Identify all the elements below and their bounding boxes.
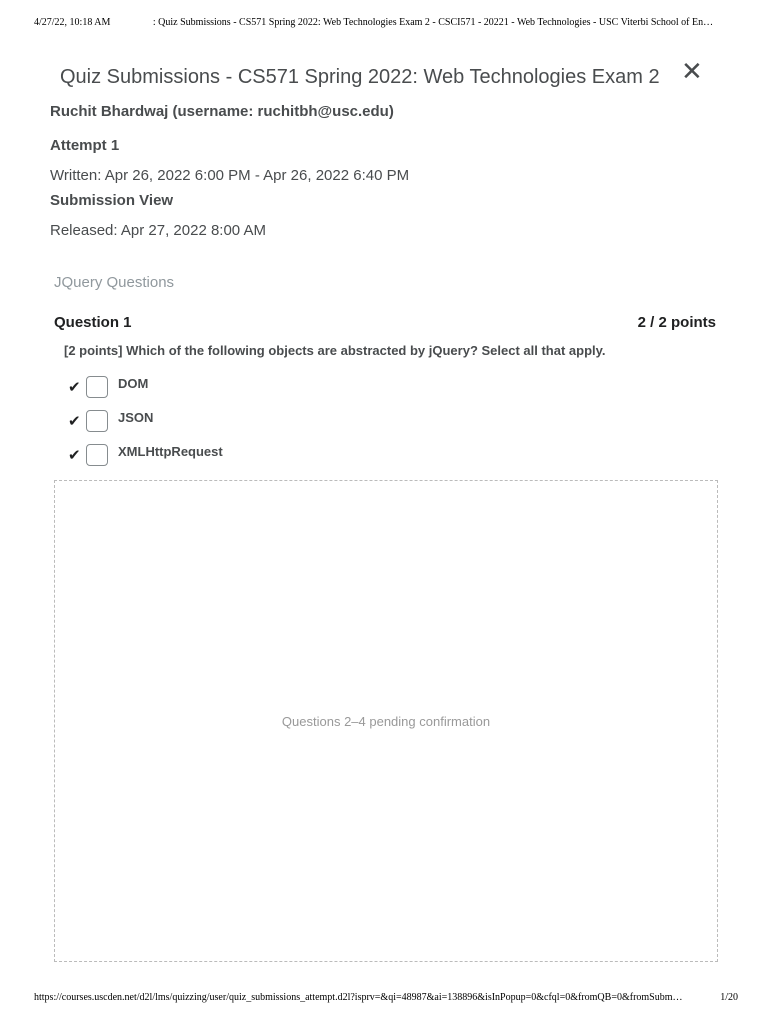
student-name: Ruchit Bhardwaj (username: ruchitbh@usc.edu) bbox=[50, 103, 394, 120]
option-row bbox=[68, 375, 148, 399]
written-dates: Written: Apr 26, 2022 6:00 PM - Apr 26, 2022 6:40 PM bbox=[50, 167, 410, 184]
print-timestamp: 4/27/22, 10:18 AM bbox=[34, 17, 111, 28]
question-score: 2 / 2 points bbox=[637, 314, 716, 331]
print-page-title: : Quiz Submissions - CS571 Spring 2022: Web Technologies Exam 2 - CSCI571 - 20221 - Web Technologies - USC Viterbi School of En… bbox=[152, 17, 714, 28]
print-footer bbox=[34, 992, 738, 1003]
check-icon: ✔ bbox=[68, 447, 81, 464]
checkbox[interactable] bbox=[86, 410, 108, 432]
option-row bbox=[68, 409, 153, 433]
question-label: Question 1 bbox=[54, 314, 132, 331]
option-row bbox=[68, 443, 223, 467]
released-date: Released: Apr 27, 2022 8:00 AM bbox=[50, 222, 266, 239]
close-icon[interactable]: ✕ bbox=[681, 56, 703, 86]
checkbox[interactable] bbox=[86, 376, 108, 398]
question-prompt: [2 points] Which of the following objects are abstracted by jQuery? Select all that apply. bbox=[64, 343, 606, 358]
print-header bbox=[34, 17, 738, 28]
option-label: DOM bbox=[118, 375, 149, 391]
check-icon: ✔ bbox=[68, 413, 81, 430]
option-label: XMLHttpRequest bbox=[118, 443, 223, 459]
dialog-title: Quiz Submissions - CS571 Spring 2022: Web Technologies Exam 2 bbox=[60, 66, 660, 88]
option-label: JSON bbox=[118, 409, 154, 425]
print-url: https://courses.uscden.net/d2l/lms/quizzing/user/quiz_submissions_attempt.d2l?isprv=&qi=48987&ai=138896&isInPopup=0&cfql=0&fromQB=0&fromSubm… bbox=[34, 992, 683, 1003]
attempt-label: Attempt 1 bbox=[50, 137, 120, 154]
check-icon: ✔ bbox=[68, 379, 81, 396]
submission-view-label: Submission View bbox=[50, 192, 174, 209]
print-page-number: 1/20 bbox=[720, 992, 738, 1003]
section-title: JQuery Questions bbox=[54, 274, 175, 291]
question-header bbox=[54, 314, 716, 331]
checkbox[interactable] bbox=[86, 444, 108, 466]
remaining-questions-placeholder: Questions 2–4 pending confirmation bbox=[54, 480, 718, 962]
